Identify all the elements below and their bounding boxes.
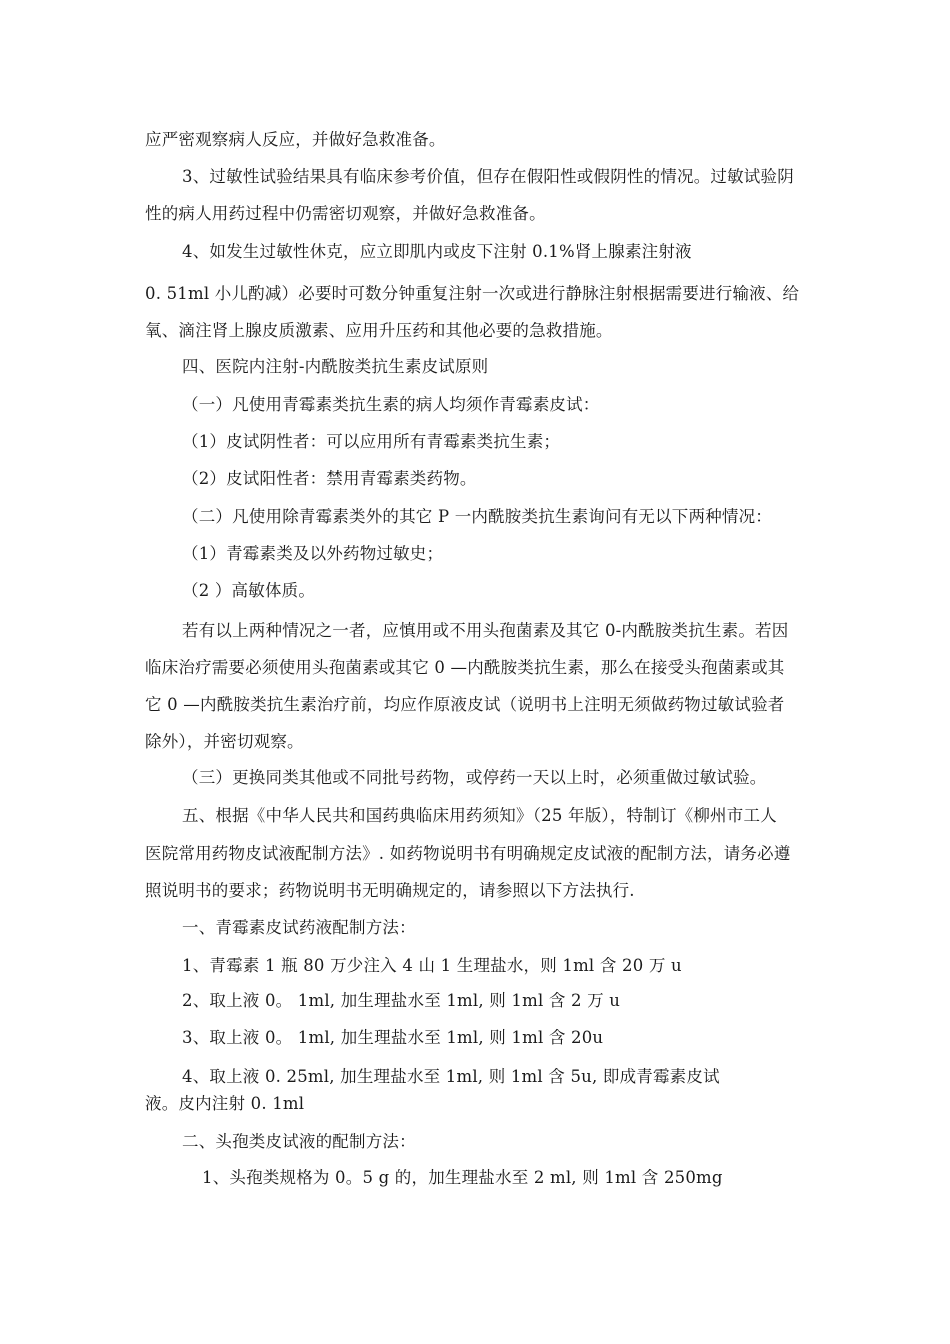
text-line: 若有以上两种情况之一者，应慎用或不用头孢菌素及其它 0-内酰胺类抗生素。若因 [182,621,789,640]
text-line: （二）凡使用除青霉素类外的其它 P 一内酰胺类抗生素询问有无以下两种情况： [182,507,772,526]
text-line: （一）凡使用青霉素类抗生素的病人均须作青霉素皮试： [182,395,600,414]
text-line: 医院常用药物皮试液配制方法》. 如药物说明书有明确规定皮试液的配制方法，请务必遵 [145,844,791,863]
text-line: （2 ）高敏体质。 [182,581,316,600]
section-heading: 五、根据《中华人民共和国药典临床用药须知》（25 年版），特制订《柳州市工人 [182,806,777,825]
text-line: 照说明书的要求；药物说明书无明确规定的，请参照以下方法执行. [145,881,635,900]
text-line: 应严密观察病人反应，并做好急救准备。 [145,130,446,149]
text-line: 除外），并密切观察。 [145,732,304,751]
text-line: 性的病人用药过程中仍需密切观察，并做好急救准备。 [145,204,546,223]
text-line: 3、过敏性试验结果具有临床参考价值，但存在假阳性或假阴性的情况。过敏试验阴 [182,167,794,186]
section-heading: 一、青霉素皮试药液配制方法： [182,918,416,937]
text-line: （1）青霉素类及以外药物过敏史； [182,544,444,563]
text-line: （三）更换同类其他或不同批号药物，或停药一天以上时，必须重做过敏试验。 [182,768,767,787]
text-line: 临床治疗需要必须使用头孢菌素或其它 0 —内酰胺类抗生素，那么在接受头孢菌素或其 [145,658,785,677]
text-line: 液。皮内注射 0. 1ml [145,1094,305,1113]
text-line: 氧、滴注肾上腺皮质激素、应用升压药和其他必要的急救措施。 [145,321,613,340]
text-line: 它 0 —内酰胺类抗生素治疗前，均应作原液皮试（说明书上注明无须做药物过敏试验者 [145,695,785,714]
text-line: 2、取上液 0。 1ml, 加生理盐水至 1ml, 则 1ml 含 2 万 u [182,991,621,1010]
text-line: 1、青霉素 1 瓶 80 万少注入 4 山 1 生理盐水，则 1ml 含 20 万 u [182,956,682,975]
section-heading: 二、头孢类皮试液的配制方法： [182,1132,416,1151]
text-line: 3、取上液 0。 1ml, 加生理盐水至 1ml, 则 1ml 含 20u [182,1028,604,1047]
text-line: 0. 51ml 小儿酌减）必要时可数分钟重复注射一次或进行静脉注射根据需要进行输液、给 [145,284,800,303]
text-line: （1）皮试阴性者：可以应用所有青霉素类抗生素； [182,432,561,451]
text-line: （2）皮试阳性者：禁用青霉素类药物。 [182,469,477,488]
text-line: 1、头孢类规格为 0。5 g 的，加生理盐水至 2 ml, 则 1ml 含 250mg [202,1168,723,1187]
text-line: 4、取上液 0. 25ml, 加生理盐水至 1ml, 则 1ml 含 5u, 即成青霉素皮试 [182,1067,720,1086]
text-line: 4、如发生过敏性休克，应立即肌内或皮下注射 0.1%肾上腺素注射液 [182,242,692,261]
section-heading: 四、医院内注射-内酰胺类抗生素皮试原则 [182,357,489,376]
